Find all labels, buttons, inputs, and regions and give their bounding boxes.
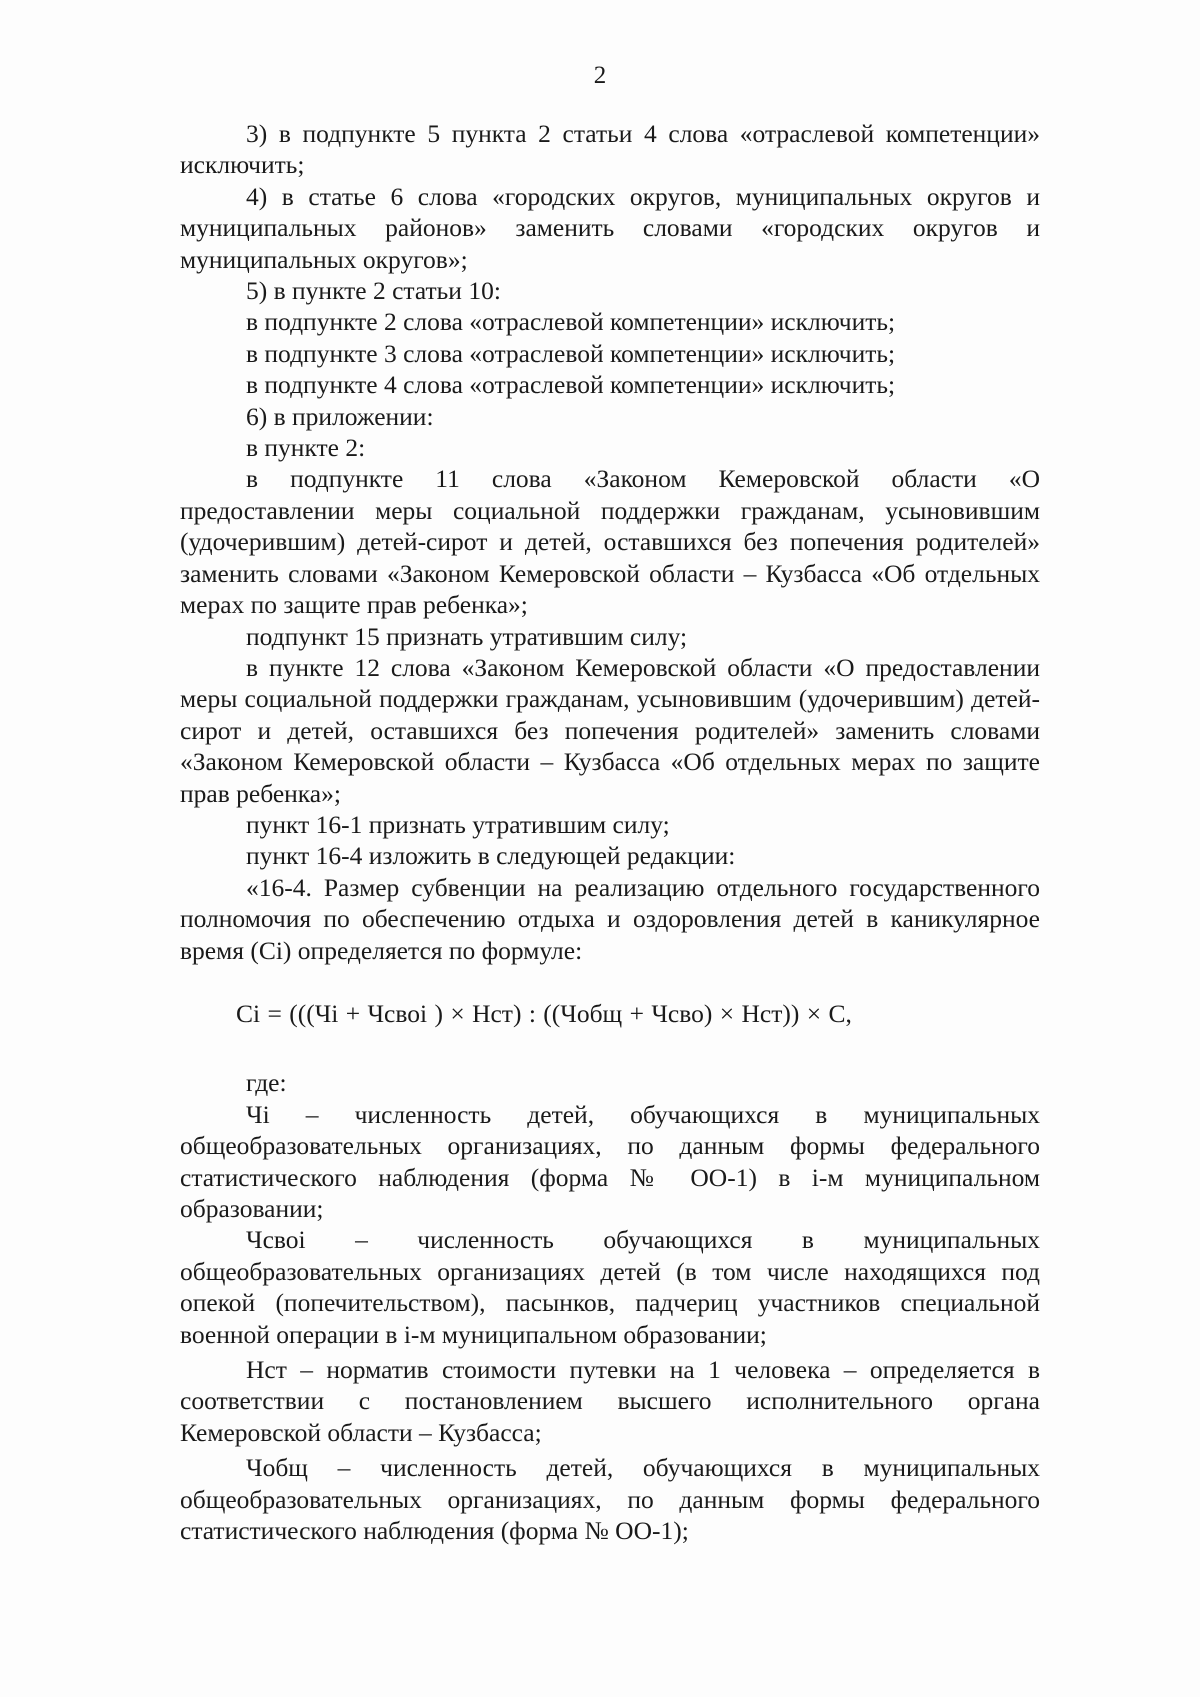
definition-nst: Нст – норматив стоимости путевки на 1 человека – определяется в соответствии с постановлением высшего исполнительного органа Кемеровской области – Кузбасса;	[180, 1355, 1040, 1447]
paragraph-item-3: 3) в подпункте 5 пункта 2 статьи 4 слова «отраслевой компетенции» исключить;	[180, 119, 1040, 180]
paragraph-subitem: в подпункте 3 слова «отраслевой компетенции» исключить;	[246, 338, 896, 368]
definition-chi: Чi – численность детей, обучающихся в муниципальных общеобразовательных организациях, по данным формы федерального статистического наблюдения (форма № ОО-1) в i-м муниципальном образовании;	[180, 1099, 1040, 1223]
definition-chobsh: Чобщ – численность детей, обучающихся в муниципальных общеобразовательных организациях, по данным формы федерального статистического наблюдения (форма № ОО-1);	[180, 1453, 1040, 1546]
paragraph-item-6: 6) в приложении:	[246, 401, 434, 431]
paragraph-point-16-4: пункт 16-4 изложить в следующей редакции:	[246, 841, 736, 871]
paragraph-subitem: в подпункте 2 слова «отраслевой компетенции» исключить;	[246, 307, 896, 337]
document-body	[180, 118, 1040, 1546]
paragraph-subitem: в пункте 2:	[246, 433, 366, 463]
paragraph-point-12: в пункте 12 слова «Законом Кемеровской области «О предоставлении меры социальной поддержки гражданам, усыновившим (удочерившим) детей-сирот и детей, оставшихся без попечения родителей» заменить словами «Законом Кемеровской области – Кузбасса «Об отдельных мерах по защите прав ребенка»;	[180, 652, 1040, 808]
paragraph-point-16-1: пункт 16-1 признать утратившим силу;	[246, 809, 670, 839]
where-label: где:	[246, 1068, 287, 1098]
subvention-formula: Ci = (((Чi + Чсвоi ) × Нст) : ((Чобщ + Чсво) × Нст)) × С,	[236, 998, 852, 1028]
paragraph-16-4-text: «16-4. Размер субвенции на реализацию отдельного государственного полномочия по обеспечению отдыха и оздоровления детей в каникулярное время (Ci) определяется по формуле:	[180, 872, 1040, 965]
paragraph-item-4: 4) в статье 6 слова «городских округов, муниципальных округов и муниципальных районов» заменить словами «городских округов и муниципальных округов»;	[180, 181, 1040, 274]
paragraph-item-5: 5) в пункте 2 статьи 10:	[246, 276, 501, 306]
paragraph-subpoint-15: подпункт 15 признать утратившим силу;	[246, 621, 688, 651]
paragraph-subpoint-11: в подпункте 11 слова «Законом Кемеровской области «О предоставлении меры социальной поддержки гражданам, усыновившим (удочерившим) детей-сирот и детей, оставшихся без попечения родителей» заменить словами «Законом Кемеровской области – Кузбасса «Об отдельных мерах по защите прав ребенка»;	[180, 464, 1040, 620]
paragraph-subitem: в подпункте 4 слова «отраслевой компетенции» исключить;	[246, 370, 896, 400]
page-number: 2	[593, 62, 607, 89]
definition-chsvoi: Чсвоi – численность обучающихся в муниципальных общеобразовательных организациях детей (в том числе находящихся под опекой (попечительством), пасынков, падчериц участников специальной военной операции в i-м муниципальном образовании;	[180, 1225, 1040, 1349]
